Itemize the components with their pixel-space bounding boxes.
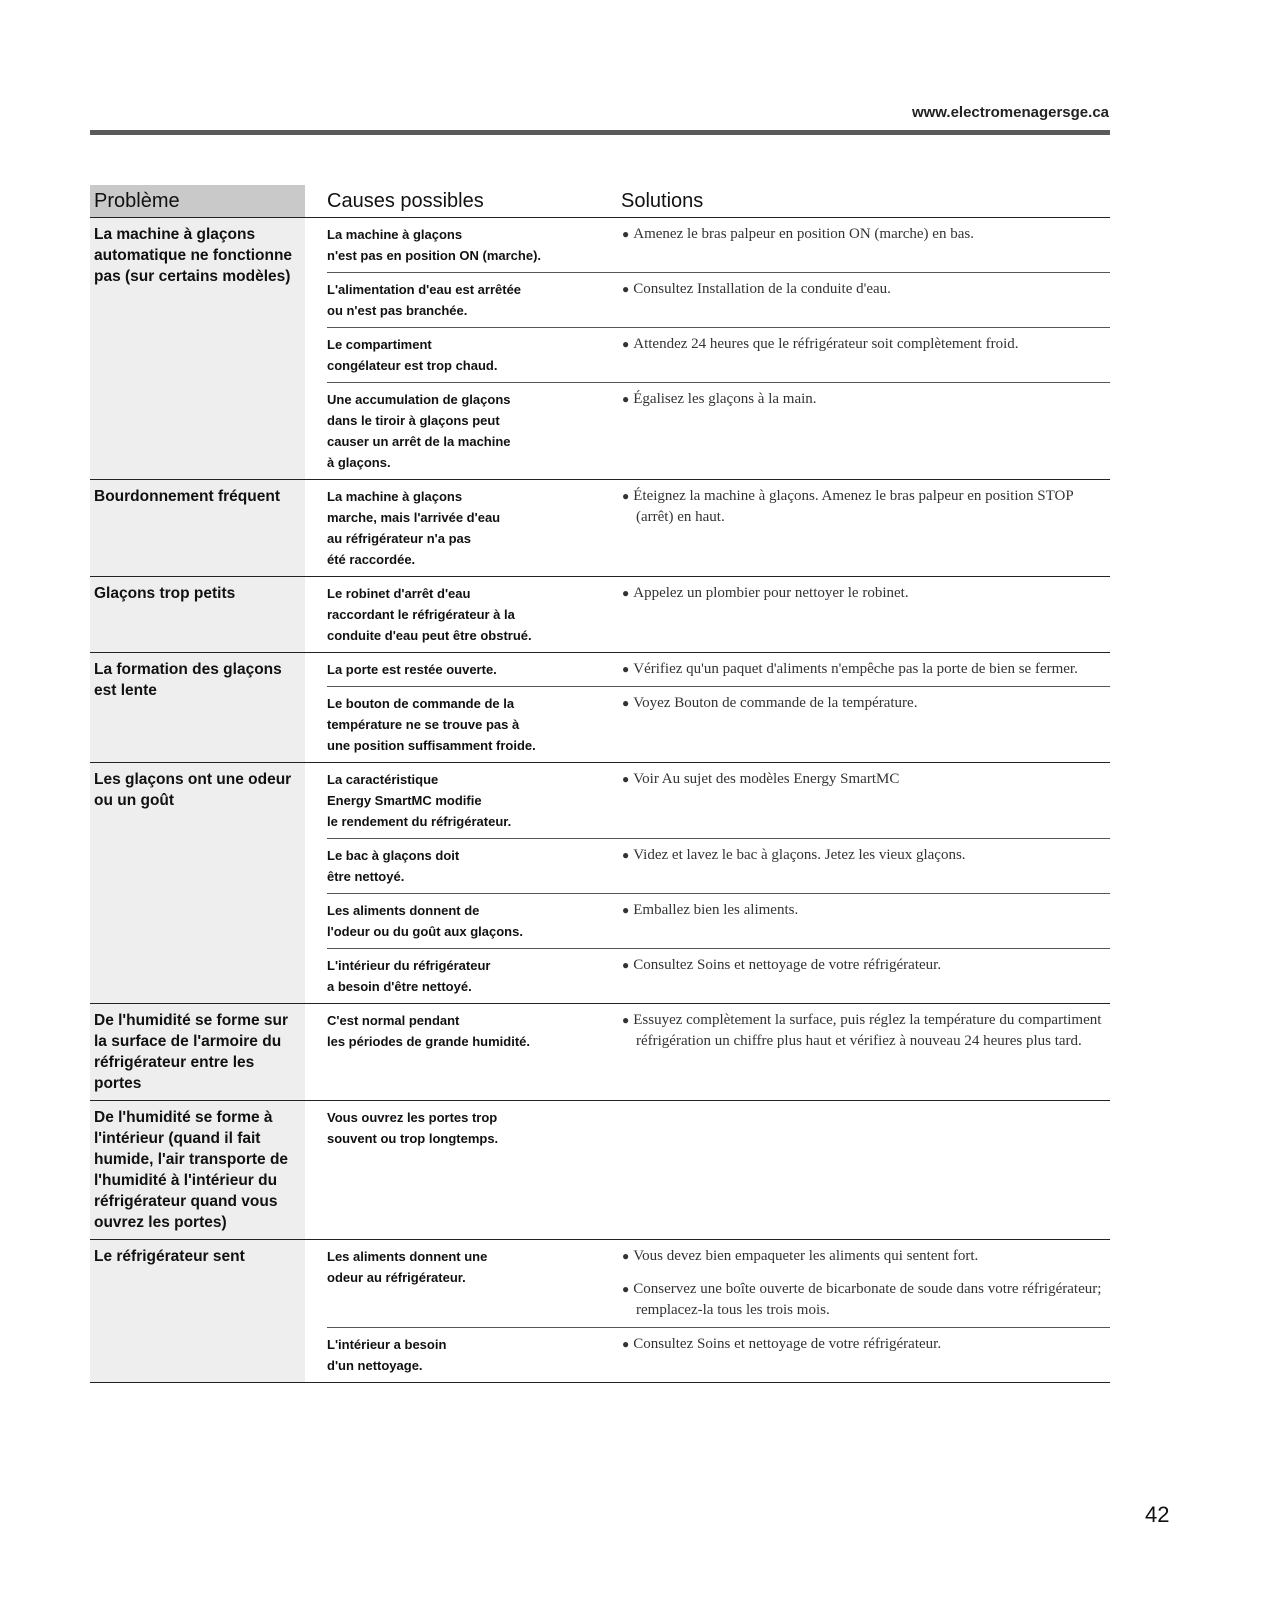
bullet-icon: ●	[622, 1282, 630, 1296]
solution-item	[622, 769, 1110, 790]
solution-cell	[612, 659, 1110, 680]
problem-group	[90, 763, 1110, 1004]
solution-item	[622, 389, 1110, 410]
cause-cell: Le robinet d'arrêt d'eau raccordant le réfrigérateur à la conduite d'eau peut être obstrué.	[327, 586, 532, 643]
table-body	[90, 218, 1110, 1383]
header-url: www.electromenagersge.ca	[911, 104, 1109, 121]
cause-cell: Le bac à glaçons doit être nettoyé.	[327, 848, 460, 884]
cause-row	[327, 653, 1110, 687]
solution-text: Voyez Bouton de commande de la température.	[633, 695, 918, 711]
solution-cell	[612, 279, 1110, 321]
problem-cell: La machine à glaçons automatique ne fonctionne pas (sur certains modèles)	[90, 218, 305, 479]
solution-text: Emballez bien les aliments.	[633, 902, 799, 918]
solution-item	[622, 224, 1110, 245]
bullet-icon: ●	[622, 337, 630, 351]
cause-row	[327, 218, 1110, 273]
column-header-causes: Causes possibles	[327, 190, 484, 212]
problem-cell: De l'humidité se forme à l'intérieur (quand il fait humide, l'air transporte de l'humidité à l'intérieur du réfrigérateur quand vous ouvrez les portes)	[90, 1101, 305, 1239]
cause-row	[327, 949, 1110, 1003]
solution-item	[622, 1246, 1110, 1267]
problem-cell: La formation des glaçons est lente	[90, 653, 305, 762]
column-header-problem: Problème	[90, 185, 305, 217]
problem-group	[90, 653, 1110, 763]
solution-cell	[612, 1107, 1110, 1149]
solution-item	[622, 334, 1110, 355]
solution-text: Conservez une boîte ouverte de bicarbonate de soude dans votre réfrigérateur; remplacez-la tous les trois mois.	[633, 1281, 1102, 1318]
bullet-icon: ●	[622, 586, 630, 600]
cause-row	[327, 687, 1110, 762]
solution-cell	[612, 955, 1110, 997]
cause-cell: L'intérieur a besoin d'un nettoyage.	[327, 1337, 447, 1373]
bullet-icon: ●	[622, 1249, 630, 1263]
solution-item	[622, 845, 1110, 866]
solution-cell	[612, 486, 1110, 570]
bullet-icon: ●	[622, 772, 630, 786]
cause-cell: La machine à glaçons n'est pas en position ON (marche).	[327, 227, 542, 263]
solution-cell	[612, 900, 1110, 942]
solution-item	[622, 486, 1110, 528]
cause-cell: La machine à glaçons marche, mais l'arrivée d'eau au réfrigérateur n'a pas été raccordée.	[327, 489, 501, 567]
cause-cell: Une accumulation de glaçons dans le tiroir à glaçons peut causer un arrêt de la machine à glaçons.	[327, 392, 511, 470]
bullet-icon: ●	[622, 1013, 630, 1027]
cause-row	[327, 763, 1110, 839]
bullet-icon: ●	[622, 958, 630, 972]
cause-cell: Vous ouvrez les portes trop souvent ou trop longtemps.	[327, 1110, 499, 1146]
cause-row	[327, 383, 1110, 479]
problem-cell: Bourdonnement fréquent	[90, 480, 305, 576]
solution-cell	[612, 224, 1110, 266]
solution-cell	[612, 1246, 1110, 1321]
solution-cell	[612, 769, 1110, 832]
cause-row	[327, 839, 1110, 894]
problem-cell: De l'humidité se forme sur la surface de l'armoire du réfrigérateur entre les portes	[90, 1004, 305, 1100]
solution-text: Appelez un plombier pour nettoyer le robinet.	[633, 585, 909, 601]
solution-item	[622, 659, 1110, 680]
cause-cell: L'intérieur du réfrigérateur a besoin d'être nettoyé.	[327, 958, 491, 994]
bullet-icon: ●	[622, 848, 630, 862]
bullet-icon: ●	[622, 227, 630, 241]
cause-cell: Le bouton de commande de la température ne se trouve pas à une position suffisamment froide.	[327, 696, 536, 753]
solution-cell	[612, 583, 1110, 646]
solution-item	[622, 1010, 1110, 1052]
bullet-icon: ●	[622, 1337, 630, 1351]
cause-row	[327, 273, 1110, 328]
solution-item	[622, 583, 1110, 604]
problem-cell: Les glaçons ont une odeur ou un goût	[90, 763, 305, 1003]
problem-group	[90, 1004, 1110, 1101]
bullet-icon: ●	[622, 903, 630, 917]
solution-item	[622, 279, 1110, 300]
cause-row	[327, 328, 1110, 383]
cause-row	[327, 1328, 1110, 1382]
table-header	[90, 185, 1110, 218]
cause-row	[327, 894, 1110, 949]
solution-text: Attendez 24 heures que le réfrigérateur soit complètement froid.	[633, 336, 1019, 352]
solution-cell	[612, 845, 1110, 887]
solution-item	[622, 900, 1110, 921]
solution-item	[622, 693, 1110, 714]
problem-group	[90, 1240, 1110, 1383]
cause-cell: C'est normal pendant les périodes de grande humidité.	[327, 1013, 530, 1049]
solution-text: Voir Au sujet des modèles Energy SmartMC	[633, 771, 900, 787]
cause-row	[327, 1240, 1110, 1328]
problem-cell: Glaçons trop petits	[90, 577, 305, 652]
solution-cell	[612, 389, 1110, 473]
solution-item	[622, 1334, 1110, 1355]
problem-cell: Le réfrigérateur sent	[90, 1240, 305, 1382]
problem-group	[90, 1101, 1110, 1240]
cause-row	[327, 1004, 1110, 1058]
cause-row	[327, 1101, 1110, 1155]
bullet-icon: ●	[622, 392, 630, 406]
bullet-icon: ●	[622, 662, 630, 676]
header-rule	[90, 130, 1110, 135]
solution-cell	[612, 334, 1110, 376]
cause-cell: Le compartiment congélateur est trop chaud.	[327, 337, 498, 373]
solution-text: Éteignez la machine à glaçons. Amenez le bras palpeur en position STOP (arrêt) en haut.	[633, 488, 1074, 525]
solution-text: Vérifiez qu'un paquet d'aliments n'empêche pas la porte de bien se fermer.	[633, 661, 1078, 677]
solution-text: Égalisez les glaçons à la main.	[633, 391, 817, 407]
bullet-icon: ●	[622, 696, 630, 710]
solution-cell	[612, 1010, 1110, 1052]
problem-group	[90, 577, 1110, 653]
solution-text: Videz et lavez le bac à glaçons. Jetez les vieux glaçons.	[633, 847, 966, 863]
cause-cell: Les aliments donnent une odeur au réfrigérateur.	[327, 1249, 488, 1285]
bullet-icon: ●	[622, 489, 630, 503]
solution-item	[622, 1279, 1110, 1321]
page-number: 42	[1145, 1502, 1170, 1527]
column-header-solutions: Solutions	[621, 190, 704, 212]
solution-text: Vous devez bien empaqueter les aliments qui sentent fort.	[633, 1248, 979, 1264]
solution-cell	[612, 1334, 1110, 1376]
cause-cell: La porte est restée ouverte.	[327, 662, 497, 677]
cause-row	[327, 577, 1110, 652]
cause-cell: La caractéristique Energy SmartMC modifie le rendement du réfrigérateur.	[327, 772, 512, 829]
problem-group	[90, 480, 1110, 577]
bullet-icon: ●	[622, 282, 630, 296]
solution-text: Consultez Soins et nettoyage de votre réfrigérateur.	[633, 1336, 942, 1352]
problem-group	[90, 218, 1110, 480]
solution-text: Consultez Installation de la conduite d'eau.	[633, 281, 891, 297]
solution-text: Amenez le bras palpeur en position ON (marche) en bas.	[633, 226, 974, 242]
cause-cell: Les aliments donnent de l'odeur ou du goût aux glaçons.	[327, 903, 523, 939]
troubleshooting-table	[90, 185, 1110, 1383]
solution-cell	[612, 693, 1110, 756]
solution-text: Consultez Soins et nettoyage de votre réfrigérateur.	[633, 957, 942, 973]
cause-row	[327, 480, 1110, 576]
cause-cell: L'alimentation d'eau est arrêtée ou n'est pas branchée.	[327, 282, 522, 318]
solution-item	[622, 955, 1110, 976]
solution-text: Essuyez complètement la surface, puis réglez la température du compartiment réfrigération un chiffre plus haut et vérifiez à nouveau 24 heures plus tard.	[633, 1012, 1102, 1049]
